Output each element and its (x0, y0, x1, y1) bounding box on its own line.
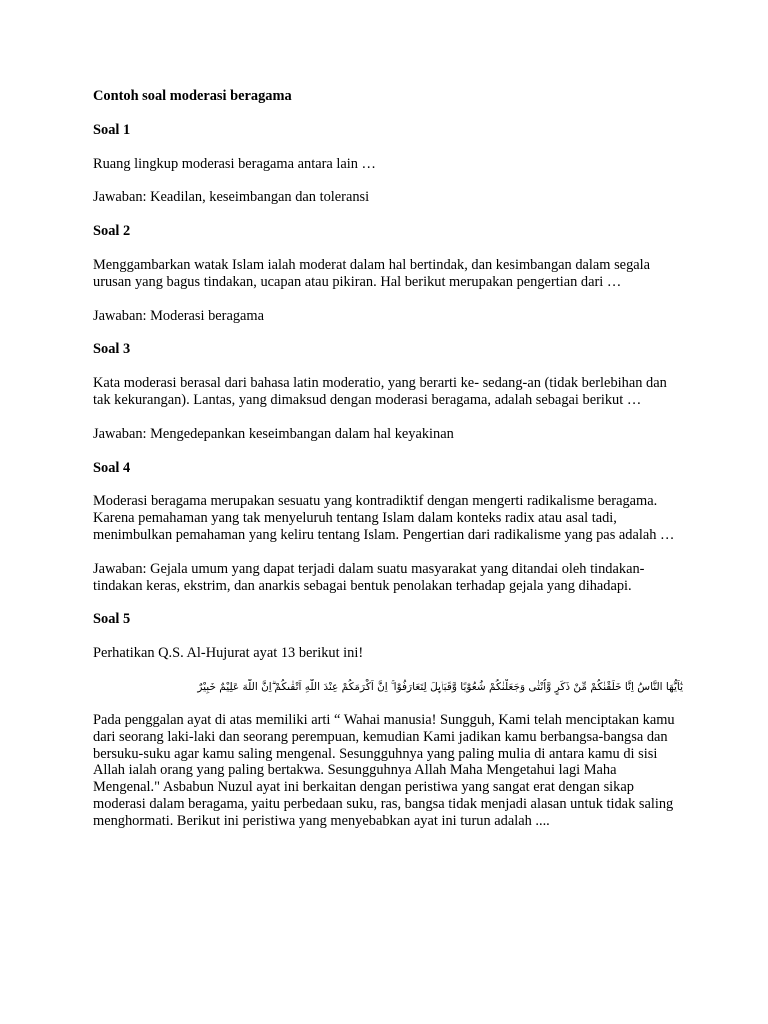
document-page (93, 88, 683, 847)
question-5-text: Pada penggalan ayat di atas memiliki arti “ Wahai manusia! Sungguh, Kami telah menciptakan kamu dari seorang laki-laki dan seorang perempuan, kemudian Kami jadikan kamu berbangsa-bangsa dan bersuku-suku agar kamu saling mengenal. Sesungguhnya yang paling mulia di antara kamu di sisi Allah ialah orang yang paling bertakwa. Sesungguhnya Allah Maha Mengetahui lagi Maha Mengenal." Asbabun Nuzul ayat ini berkaitan dengan peristiwa yang sangat erat dengan sikap moderasi dalam beragama, yaitu perbedaan suku, ras, bangsa tidak menjadi alasan untuk tidak saling menghormati. Berikut ini peristiwa yang menyebabkan ayat ini turun adalah .... (93, 711, 675, 829)
question-3-heading: Soal 3 (93, 341, 131, 358)
question-2-heading: Soal 2 (93, 223, 131, 240)
question-2-answer: Jawaban: Moderasi beragama (93, 307, 265, 324)
question-1-heading: Soal 1 (93, 121, 131, 138)
question-5-heading: Soal 5 (93, 611, 131, 628)
question-5-intro: Perhatikan Q.S. Al-Hujurat ayat 13 berikut ini! (93, 645, 364, 662)
question-4-text: Moderasi beragama merupakan sesuatu yang kontradiktif dengan mengerti radikalisme beragama. Karena pemahaman yang tak menyeluruh tentang Islam dalam konteks radix atau asal tadi, menimbulkan pemahaman yang keliru tentang Islam. Pengertian dari radikalisme yang pas adalah … (93, 493, 675, 543)
question-4-heading: Soal 4 (93, 459, 131, 476)
quran-verse: يٰٓاَيُّهَا النَّاسُ اِنَّا خَلَقْنٰكُمْ مِّنْ ذَكَرٍ وَّاُنْثٰى وَجَعَلْنٰكُمْ شُعُوْبًا وَّقَبَاۤىِٕلَ لِتَعَارَفُوْا ۚ اِنَّ اَكْرَمَكُمْ عِنْدَ اللّٰهِ اَتْقٰىكُمْ ۗاِنَّ اللّٰهَ عَلِيْمٌ خَبِيْرٌ (197, 680, 683, 693)
question-2-text: Menggambarkan watak Islam ialah moderat dalam hal bertindak, dan kesimbangan dalam segala urusan yang bagus tindakan, ucapan atau pikiran. Hal berikut merupakan pengertian dari … (93, 256, 651, 290)
question-4-answer: Jawaban: Gejala umum yang dapat terjadi dalam suatu masyarakat yang ditandai oleh tindakan-tindakan keras, ekstrim, dan anarkis sebagai bentuk penolakan terhadap gejala yang dihadapi. (93, 560, 645, 594)
document-title: Contoh soal moderasi beragama (93, 88, 292, 104)
question-3-text: Kata moderasi berasal dari bahasa latin moderatio, yang berarti ke- sedang-an (tidak berlebihan dan tak kekurangan). Lantas, yang dimaksud dengan moderasi beragama, adalah sebagai berikut … (93, 375, 667, 408)
question-3-answer: Jawaban: Mengedepankan keseimbangan dalam hal keyakinan (93, 425, 454, 442)
question-1-text: Ruang lingkup moderasi beragama antara lain … (93, 155, 376, 172)
question-1-answer: Jawaban: Keadilan, keseimbangan dan toleransi (93, 189, 370, 206)
